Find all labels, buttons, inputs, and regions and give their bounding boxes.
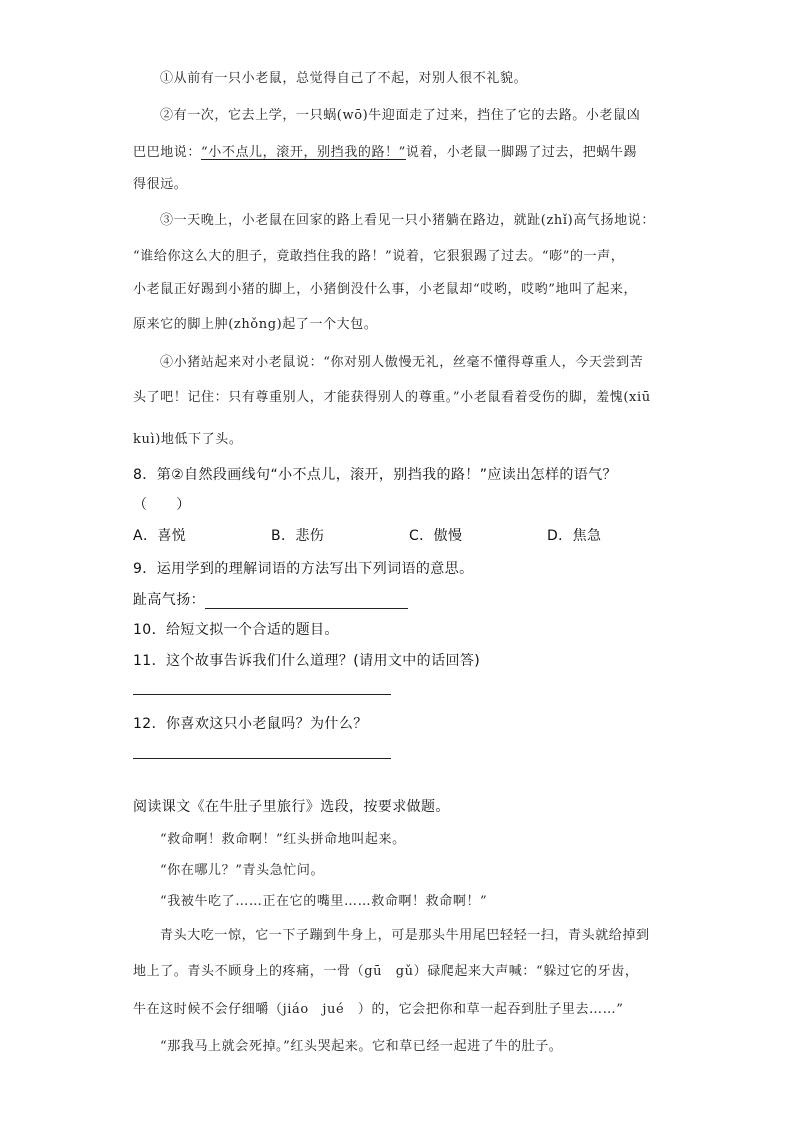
q11-answer-line[interactable]	[133, 694, 391, 695]
q8-option-c[interactable]: C．傲慢	[409, 528, 463, 544]
p2-line2-b: 说着，小老鼠一脚踢了过去，把蜗牛踢	[405, 145, 638, 160]
q12-answer-line[interactable]	[133, 758, 391, 759]
p2-narr-4: “那我马上就会死掉。”红头哭起来。它和草已经一起进了牛的肚子。	[160, 1039, 563, 1054]
p2-narr-3: 牛在这时候不会仔细嚼（jiáo jué ）的，它会把你和草一起吞到肚子里去……”	[133, 1002, 624, 1017]
p3-line3: 小老鼠正好踢到小猪的脚上，小猪倒没什么事，小老鼠却“哎哟，哎哟”地叫了起来，	[133, 282, 638, 297]
p3-line1: ③一天晚上，小老鼠在回家的路上看见一只小猪躺在路边，就趾(zhǐ)高气扬地说：	[160, 213, 655, 228]
p2-line2-a: 巴巴地说：	[133, 145, 202, 160]
p2-dialog-2: “你在哪儿？”青头急忙问。	[160, 863, 325, 878]
q8-option-d[interactable]: D．焦急	[547, 528, 602, 544]
question-9: 9．运用学到的理解词语的方法写出下列词语的意思。	[133, 561, 474, 577]
underlined-quote: “小不点儿，滚开，别挡我的路！”	[201, 145, 406, 160]
question-10: 10．给短文拟一个合适的题目。	[133, 622, 339, 638]
p2-narr-1: 青头大吃一惊，它一下子蹦到牛身上，可是那头牛用尾巴轻轻一扫，青头就给掉到	[160, 928, 650, 943]
question-8-answer-paren[interactable]: （ ）	[133, 497, 191, 513]
p2-line1: ②有一次，它去上学，一只蜗(wō)牛迎面走了过来，挡住了它的去路。小老鼠凶	[160, 108, 641, 123]
q8-option-a[interactable]: A．喜悦	[133, 528, 187, 544]
p2-dialog-3: “我被牛吃了……正在它的嘴里……救命啊！救命啊！”	[160, 894, 488, 909]
p3-line4: 原来它的脚上肿(zhǒng)起了一个大包。	[133, 317, 378, 332]
passage2-intro: 阅读课文《在牛肚子里旅行》选段，按要求做题。	[133, 799, 450, 815]
p2-line2	[133, 141, 637, 160]
p4-line2: 头了吧！记住：只有尊重别人，才能获得别人的尊重。”小老鼠看着受伤的脚，羞愧(xiū	[133, 390, 651, 405]
q8-option-b[interactable]: B．悲伤	[271, 528, 325, 544]
p2-line3: 得很远。	[133, 177, 188, 192]
p2-dialog-1: “救命啊！救命啊！”红头拼命地叫起来。	[160, 832, 406, 847]
p3-line2: “谁给你这么大的胆子，竟敢挡住我的路！”说着，它狠狠踢了过去。“嘭”的一声，	[133, 249, 625, 264]
question-9-word	[133, 589, 408, 609]
p4-line3: kuì)地低下了头。	[133, 432, 243, 447]
question-11: 11．这个故事告诉我们什么道理？(请用文中的话回答)	[133, 653, 481, 669]
q9-answer-blank[interactable]	[205, 594, 408, 609]
p2-narr-2: 地上了。青头不顾身上的疼痛，一骨（gū gǔ）碌爬起来大声喊：“躲过它的牙齿，	[133, 964, 639, 979]
p1: ①从前有一只小老鼠，总觉得自己了不起，对别人很不礼貌。	[160, 71, 528, 86]
q9-word-label: 趾高气扬：	[133, 592, 205, 608]
question-8: 8．第②自然段画线句“小不点儿，滚开，别挡我的路！”应读出怎样的语气？	[133, 467, 617, 483]
question-12: 12．你喜欢这只小老鼠吗？为什么？	[133, 716, 368, 732]
p4-line1: ④小猪站起来对小老鼠说：“你对别人傲慢无礼，丝毫不懂得尊重人，今天尝到苦	[160, 355, 644, 370]
